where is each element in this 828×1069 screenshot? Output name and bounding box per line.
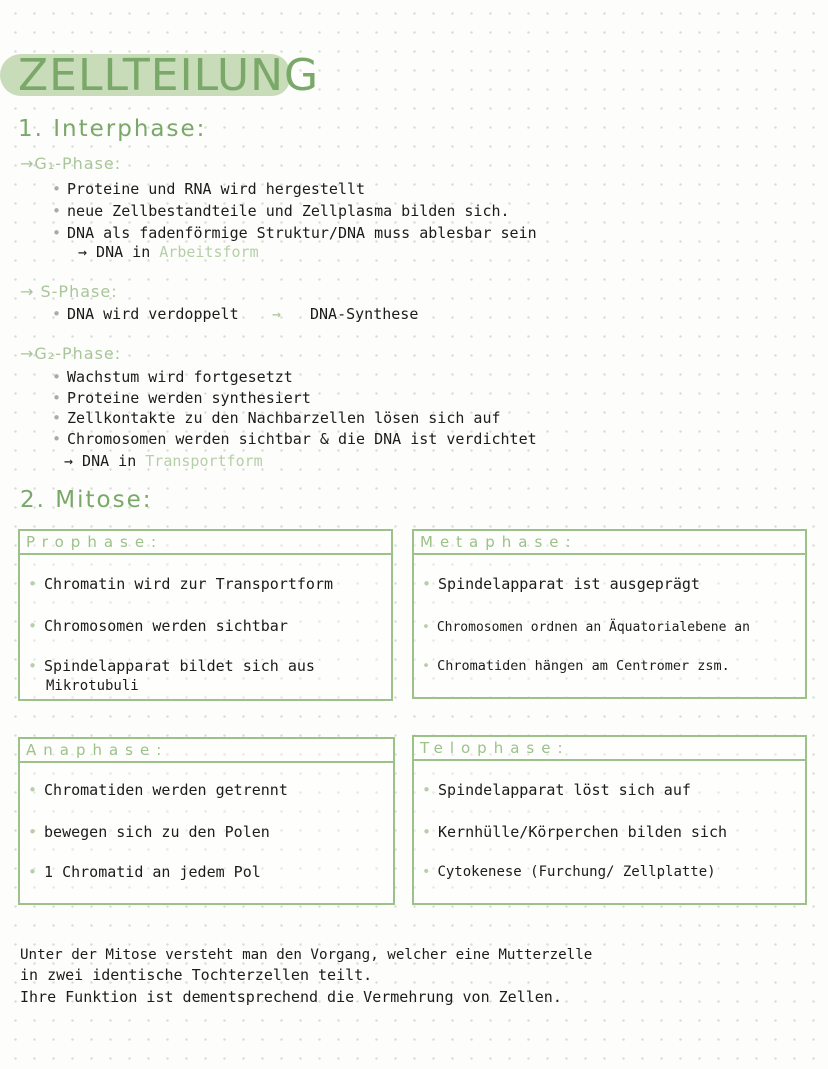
- metaphase-item: • Chromatiden hängen am Centromer zsm.: [422, 657, 730, 676]
- g1-item: • neue Zellbestandteile und Zellplasma bilden sich.: [52, 201, 510, 221]
- g2-note: [64, 451, 263, 471]
- telophase-title: Telophase:: [414, 737, 805, 761]
- s-arrow: →: [272, 305, 282, 323]
- summary-line: Ihre Funktion ist dementsprechend die Vermehrung von Zellen.: [20, 988, 562, 1006]
- anaphase-box: [18, 737, 395, 905]
- g2-note-highlight: Transportform: [145, 452, 263, 470]
- anaphase-item: • 1 Chromatid an jedem Pol: [28, 863, 261, 882]
- metaphase-item: • Chromosomen ordnen an Äquatorialebene an: [422, 618, 750, 637]
- g1-note-prefix: → DNA in: [78, 243, 151, 261]
- s-phase-label: → S-Phase:: [20, 282, 118, 301]
- anaphase-item: • bewegen sich zu den Polen: [28, 823, 270, 842]
- g1-note-highlight: Arbeitsform: [159, 243, 259, 261]
- g2-item: • Wachstum wird fortgesetzt: [52, 367, 293, 387]
- g2-phase-label: →G₂-Phase:: [20, 344, 122, 363]
- g1-item: • DNA als fadenförmige Struktur/DNA muss ablesbar sein: [52, 223, 537, 243]
- prophase-item: • Spindelapparat bildet sich aus: [28, 657, 315, 676]
- metaphase-item: • Spindelapparat ist ausgeprägt: [422, 575, 700, 594]
- telophase-item: • Kernhülle/Körperchen bilden sich: [422, 823, 727, 842]
- page-title: ZELLTEILUNG: [18, 50, 320, 101]
- summary-line: Unter der Mitose versteht man den Vorgang, welcher eine Mutterzelle: [20, 947, 593, 963]
- metaphase-box: [412, 529, 807, 699]
- prophase-title: Prophase:: [20, 531, 391, 555]
- prophase-item: • Chromatin wird zur Transportform: [28, 575, 333, 594]
- g2-item: • Proteine werden synthesiert: [52, 388, 311, 408]
- mitose-heading: 2. Mitose:: [20, 487, 153, 513]
- anaphase-title: Anaphase:: [20, 739, 393, 763]
- anaphase-item: • Chromatiden werden getrennt: [28, 781, 288, 800]
- title-block: [0, 48, 320, 101]
- s-item-left: • DNA wird verdoppelt: [52, 304, 239, 324]
- g1-phase-label: →G₁-Phase:: [20, 154, 122, 173]
- telophase-box: [412, 735, 807, 905]
- telophase-item: • Cytokenese (Furchung/ Zellplatte): [422, 863, 716, 882]
- interphase-heading: 1. Interphase:: [18, 116, 207, 142]
- g2-item: • Chromosomen werden sichtbar & die DNA ist verdichtet: [52, 429, 537, 449]
- prophase-box: [18, 529, 393, 701]
- metaphase-title: Metaphase:: [414, 531, 805, 555]
- g2-note-prefix: → DNA in: [64, 452, 137, 470]
- s-item-right: DNA-Synthese: [310, 305, 419, 323]
- telophase-item: • Spindelapparat löst sich auf: [422, 781, 691, 800]
- prophase-item: • Chromosomen werden sichtbar: [28, 617, 288, 636]
- g2-item: • Zellkontakte zu den Nachbarzellen lösen sich auf: [52, 408, 501, 428]
- g1-note: [78, 242, 259, 262]
- g1-item: • Proteine und RNA wird hergestellt: [52, 179, 365, 199]
- summary-line: in zwei identische Tochterzellen teilt.: [20, 966, 373, 984]
- prophase-item-continued: Mikrotubuli: [46, 678, 139, 694]
